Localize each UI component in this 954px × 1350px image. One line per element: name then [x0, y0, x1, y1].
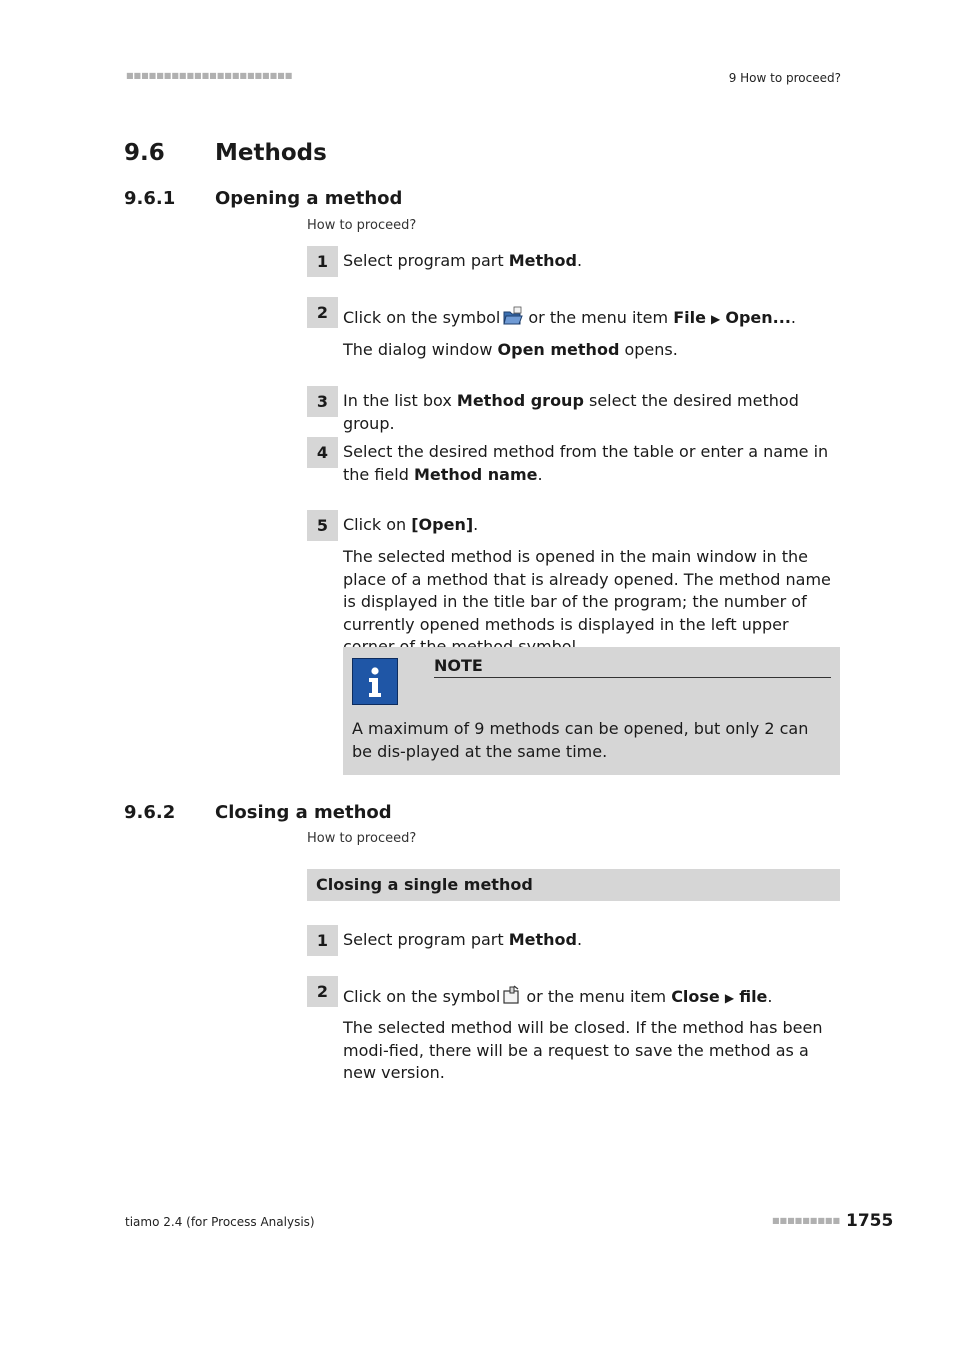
step-text: Select program part Method. — [343, 930, 583, 949]
note-title: NOTE — [434, 656, 831, 678]
step-result: The dialog window Open method opens. — [343, 340, 678, 359]
step-number: 2 — [307, 976, 338, 1007]
open-folder-icon — [502, 306, 524, 333]
step-number: 4 — [307, 437, 338, 468]
close-file-icon — [502, 985, 522, 1012]
step-result: The selected method is opened in the main window in the place of a method that is already opened. The method name is displayed in the title bar of the program; the number of currently opened methods is displayed in the left upper — [343, 547, 831, 634]
header-decoration: ■■■■■■■■■■■■■■■■■■■■■■ — [126, 71, 293, 80]
step-number: 5 — [307, 510, 338, 541]
how-to-label: How to proceed? — [307, 218, 417, 233]
step-number: 1 — [307, 246, 338, 277]
info-icon — [352, 658, 398, 705]
step-text: Click on [Open]. — [343, 515, 479, 534]
step-result: The selected method will be closed. If the method has been modi-fied, there will be a request to save the method as a new version. — [343, 1018, 823, 1082]
step-number: 3 — [307, 386, 338, 417]
footer-product: tiamo 2.4 (for Process Analysis) — [125, 1215, 315, 1229]
note-body: A maximum of 9 methods can be opened, but only 2 can be dis-played at the same time. — [352, 719, 809, 761]
how-to-label: How to proceed? — [307, 831, 417, 846]
note-box — [343, 647, 840, 775]
procedure-heading-text: Closing a single method — [316, 875, 533, 894]
subsection-number: 9.6.1 — [124, 188, 176, 209]
section-title: Methods — [215, 140, 327, 166]
subsection-title: Closing a method — [215, 802, 392, 823]
footer-decoration: ■■■■■■■■■ — [772, 1216, 841, 1225]
running-header: 9 How to proceed? — [728, 71, 841, 85]
step-text: Click on the symbol or the menu item File ▶ Open.... — [343, 306, 843, 333]
procedure-heading — [307, 869, 840, 901]
step-text: In the list box Method group select the desired method group. — [343, 391, 799, 433]
step-text: Select the desired method from the table or enter a name in the field Method name. — [343, 442, 829, 484]
step-number: 2 — [307, 297, 338, 328]
step-text: Click on the symbol or the menu item Close ▶ file. — [343, 985, 843, 1012]
step-text: Select program part Method. — [343, 251, 583, 270]
subsection-number: 9.6.2 — [124, 802, 176, 823]
step-number: 1 — [307, 925, 338, 956]
subsection-title: Opening a method — [215, 188, 403, 209]
page-number: 1755 — [846, 1211, 894, 1231]
section-number: 9.6 — [124, 140, 165, 166]
